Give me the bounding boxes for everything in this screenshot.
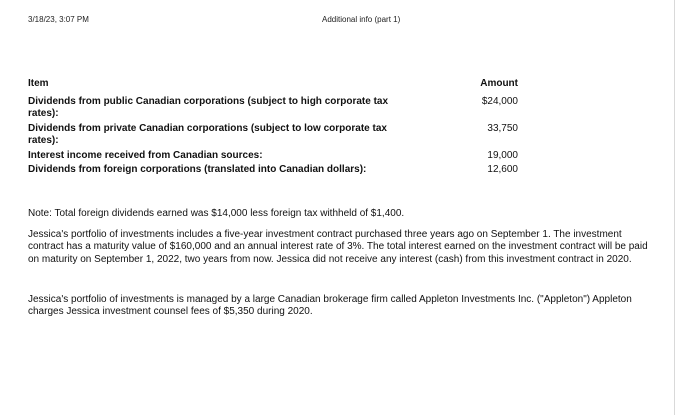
table-header-row [28, 78, 528, 91]
foreign-dividend-note: Note: Total foreign dividends earned was $14,000 less foreign tax withheld of $1,400. [28, 208, 405, 219]
print-date: 3/18/23, 3:07 PM [28, 15, 89, 24]
page-title: Additional info (part 1) [322, 15, 401, 24]
row-item: Dividends from foreign corporations (translated into Canadian dollars): [28, 164, 367, 175]
row-item: Interest income received from Canadian sources: [28, 149, 263, 161]
row-amount: 33,750 [487, 122, 518, 134]
brokerage-fees-paragraph: Jessica's portfolio of investments is managed by a large Canadian brokerage firm called Appleton Investments Inc. ("Appleton") Appleton charges Jessica investment counsel fees of $5,350 during 2020. [28, 294, 632, 318]
table-row [28, 96, 528, 121]
column-header-item: Item [28, 78, 49, 89]
investment-contract-paragraph: Jessica's portfolio of investments includes a five-year investment contract purchased three years ago on September 1. The investment contract has a maturity value of $160,000 and an annual interest rate of 3%. The total interest earned on the investment contract will be paid on maturity on September 1, 2022, two years from now. Jessica did not receive any interest (cash) from this investment contract in 2020. [28, 229, 648, 265]
column-header-amount: Amount [480, 78, 518, 89]
table-row [28, 123, 528, 148]
row-amount: $24,000 [481, 95, 518, 107]
table-row [28, 150, 528, 163]
row-item: Dividends from public Canadian corporations (subject to high corporate tax rates): [28, 95, 389, 119]
income-table [28, 78, 528, 179]
page-edge-divider [674, 0, 675, 415]
row-amount: 19,000 [487, 149, 518, 161]
table-row [28, 164, 528, 177]
row-item: Dividends from private Canadian corporations (subject to low corporate tax rates): [28, 122, 387, 146]
row-amount: 12,600 [487, 164, 518, 175]
